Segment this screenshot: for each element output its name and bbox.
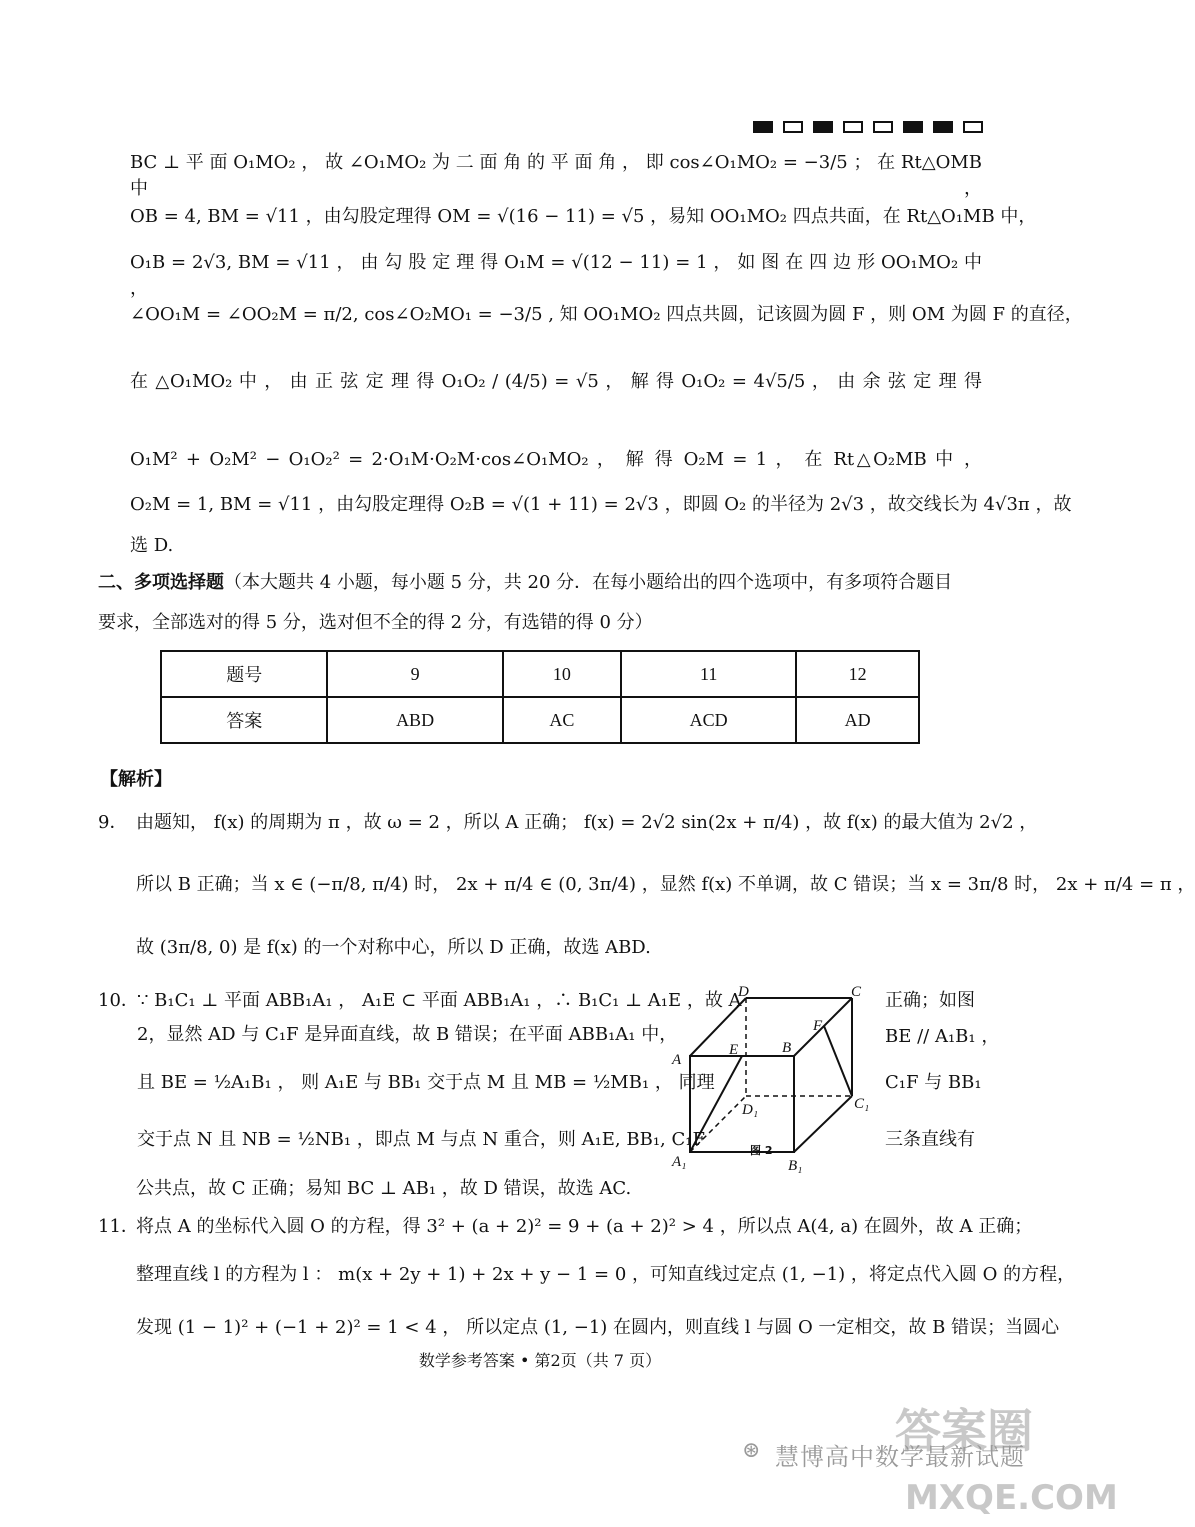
label-B1: B₁ (788, 1158, 803, 1174)
segment-FC1 (824, 1026, 852, 1096)
solution-line: 选 D. (130, 535, 174, 556)
solution-line: 发现 (1 − 1)² + (−1 + 2)² = 1 < 4 ， 所以定点 (1, −1) 在圆内，则直线 l 与圆 O 一定相交，故 B 错误；当圆心 (136, 1317, 1060, 1338)
segment-A1E (690, 1056, 742, 1152)
marker-square (933, 121, 953, 133)
marker-square (963, 121, 983, 133)
marker-square (753, 121, 773, 133)
solution-line: 公共点，故 C 正确；易知 BC ⊥ AB₁ ，故 D 错误，故选 AC. (136, 1178, 632, 1199)
solution-line: 且 BE = ½A₁B₁ ， 则 A₁E 与 BB₁ 交于点 M 且 MB = ½MB₁ ， 同理 (137, 1072, 715, 1093)
section-title: 二、多项选择题 (98, 572, 224, 593)
watermark-text: 慧博高中数学最新试题 (775, 1443, 1025, 1471)
label-D1: D₁ (742, 1102, 759, 1118)
solution-line: 故 (3π/8, 0) 是 f(x) 的一个对称中心，所以 D 正确，故选 ABD. (136, 937, 651, 958)
solution-line: O₁M² + O₂M² − O₁O₂² = 2·O₁M·O₂M·cos∠O₁MO₂ ， 解 得 O₂M = 1 ， 在 Rt△O₂MB 中 ， (130, 449, 982, 470)
analysis-label: 【解析】 (100, 769, 172, 790)
wechat-icon: ⊛ (742, 1438, 761, 1463)
hidden-edge-A1D1 (690, 1096, 746, 1152)
side-text: C₁F 与 BB₁ (885, 1072, 982, 1093)
page-footer: 数学参考答案 • 第2页（共 7 页） (418, 1351, 662, 1370)
solution-line: 2，显然 AD 与 C₁F 是异面直线，故 B 错误；在平面 ABB₁A₁ 中， (137, 1024, 678, 1045)
question-number: 10． (98, 990, 139, 1011)
section-heading (98, 570, 982, 596)
cube-figure (668, 984, 878, 1174)
solution-line: 所以 B 正确；当 x ∈ (−π/8, π/4) 时， 2x + π/4 ∈ (0, 3π/4) ，显然 f(x) 不单调，故 C 错误；当 x = 3π/8 时， 2x + π/4 = π ， (136, 874, 1195, 895)
table-cell: 12 (796, 651, 919, 697)
edge-B1C1 (794, 1096, 852, 1152)
label-C1: C₁ (854, 1096, 870, 1112)
table-header-cell: 答案 (161, 697, 327, 743)
edge-BC (794, 998, 852, 1056)
section-desc: （本大题共 4 小题，每小题 5 分，共 20 分．在每小题给出的四个选项中，有多项符合题目 (224, 572, 953, 593)
solution-line: ∵ B₁C₁ ⊥ 平面 ABB₁A₁ ， A₁E ⊂ 平面 ABB₁A₁ ，∴ B₁C₁ ⊥ A₁E ，故 A (137, 990, 742, 1011)
side-text: 正确；如图 (885, 990, 975, 1011)
solution-line: OB = 4, BM = √11 ，由勾股定理得 OM = √(16 − 11) = √5 ，易知 OO₁MO₂ 四点共面，在 Rt△O₁MB 中， (130, 206, 1037, 227)
answer-table (160, 650, 920, 744)
solution-line: 整理直线 l 的方程为 l ： m(x + 2y + 1) + 2x + y − 1 = 0 ，可知直线过定点 (1, −1) ，将定点代入圆 O 的方程， (136, 1264, 1076, 1285)
solution-line: 在 △O₁MO₂ 中 ， 由 正 弦 定 理 得 O₁O₂ / (4/5) = √5 ， 解 得 O₁O₂ = 4√5/5 ， 由 余 弦 定 理 得 (130, 371, 982, 392)
label-E: E (729, 1042, 739, 1058)
label-D: D (738, 984, 749, 1000)
label-A1: A₁ (672, 1154, 687, 1170)
label-B: B (782, 1040, 792, 1056)
solution-line: 将点 A 的坐标代入圆 O 的方程，得 3² + (a + 2)² = 9 + (a + 2)² > 4 ，所以点 A(4, a) 在圆外，故 A 正确； (136, 1216, 1033, 1237)
marker-square (783, 121, 803, 133)
label-C: C (851, 984, 862, 1000)
table-cell: AC (503, 697, 621, 743)
label-F: F (813, 1018, 823, 1034)
solution-line: ∠OO₁M = ∠OO₂M = π/2, cos∠O₂MO₁ = −3/5 , 知 OO₁MO₂ 四点共圆，记该圆为圆 F ，则 OM 为圆 F 的直径， (130, 304, 1083, 325)
label-A: A (672, 1052, 682, 1068)
table-cell: 11 (621, 651, 796, 697)
figure-caption: 图 2 (750, 1144, 773, 1157)
solution-line: 由题知， f(x) 的周期为 π ，故 ω = 2 ，所以 A 正确； f(x) = 2√2 sin(2x + π/4) ，故 f(x) 的最大值为 2√2 ， (136, 812, 1038, 833)
question-number: 11． (98, 1216, 139, 1237)
table-cell: ACD (621, 697, 796, 743)
table-cell: AD (796, 697, 919, 743)
section-desc-line2: 要求，全部选对的得 5 分，选对但不全的得 2 分，有选错的得 0 分） (98, 612, 653, 633)
marker-square (813, 121, 833, 133)
solution-line: 交于点 N 且 NB = ½NB₁ ，即点 M 与点 N 重合，则 A₁E, BB₁, C₁F (137, 1129, 705, 1150)
solution-line: O₂M = 1, BM = √11 ，由勾股定理得 O₂B = √(1 + 11) = 2√3 ，即圆 O₂ 的半径为 2√3 ，故交线长为 4√3π ，故 (130, 494, 1072, 515)
marker-square (873, 121, 893, 133)
question-number: 9． (98, 812, 128, 833)
table-cell: 10 (503, 651, 621, 697)
side-text: 三条直线有 (885, 1129, 975, 1150)
side-text: BE // A₁B₁ ， (885, 1026, 1000, 1047)
marker-square (903, 121, 923, 133)
marker-square (843, 121, 863, 133)
table-cell: 9 (327, 651, 502, 697)
page-marker (753, 121, 983, 133)
table-cell: ABD (327, 697, 502, 743)
watermark-logo: 答案圈 (895, 1404, 1033, 1458)
table-header-cell: 题号 (161, 651, 327, 697)
table-row (161, 651, 919, 697)
solution-line: O₁B = 2√3, BM = √11 ， 由 勾 股 定 理 得 O₁M = √(12 − 11) = 1 ， 如 图 在 四 边 形 OO₁MO₂ 中 ， (130, 252, 982, 299)
watermark-url: MXQE.COM (905, 1478, 1118, 1518)
solution-line: BC ⊥ 平 面 O₁MO₂ ， 故 ∠O₁MO₂ 为 二 面 角 的 平 面 角 ， 即 cos∠O₁MO₂ = −3/5 ； 在 Rt△OMB 中 ， (130, 152, 982, 199)
table-row (161, 697, 919, 743)
